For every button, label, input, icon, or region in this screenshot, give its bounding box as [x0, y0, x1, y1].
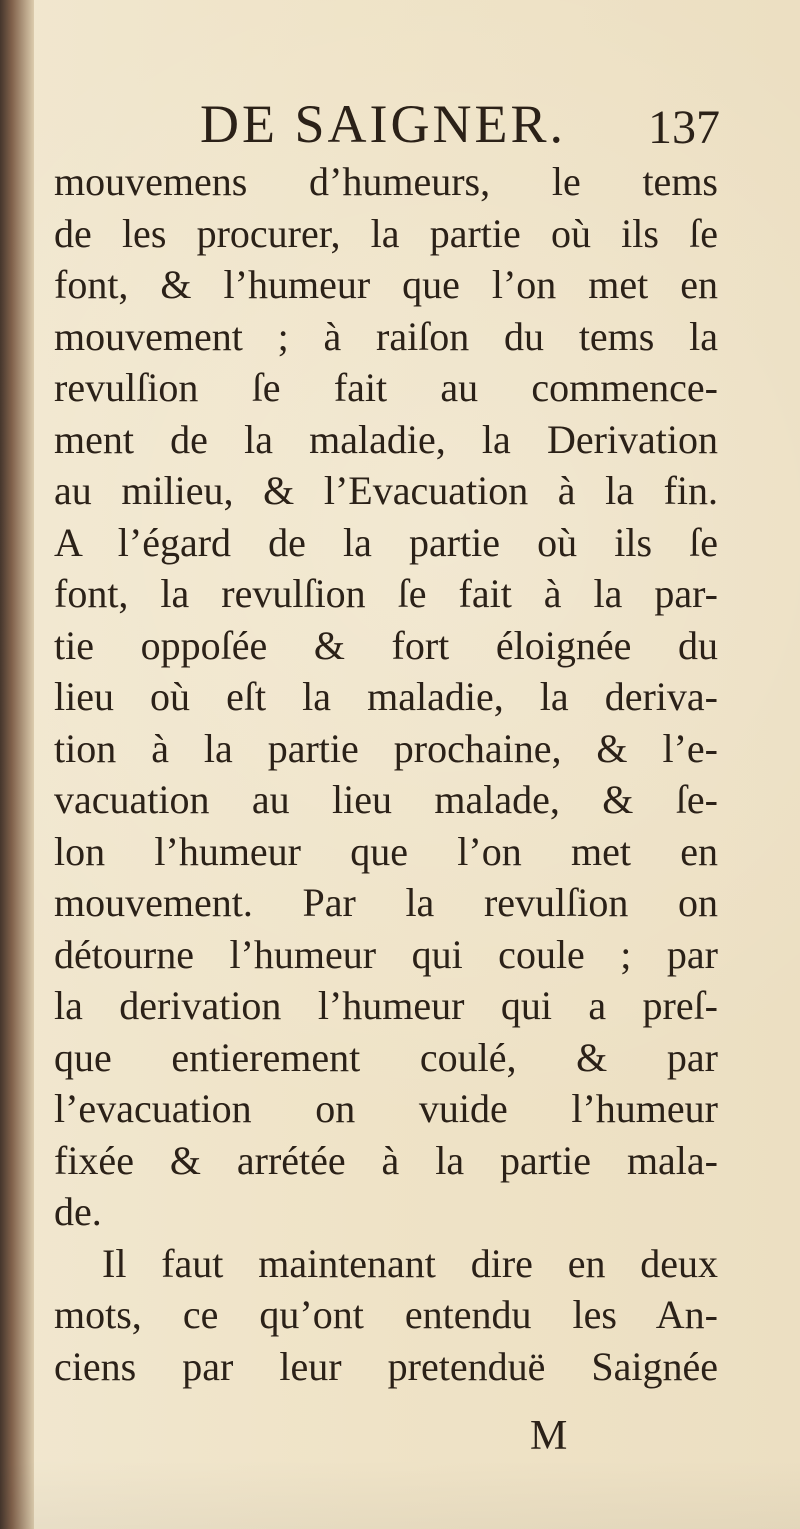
text-line-23: mots, ce qu’ont entendu les An- [54, 1292, 718, 1337]
text-line-2: de les procurer, la partie où ils ſe [54, 210, 718, 256]
text-line-22: Il faut maintenant dire en deux [102, 1240, 718, 1286]
signature-mark: M [530, 1413, 568, 1459]
text-line-15: mouvement. Par la revulſion on [54, 880, 718, 925]
text-line-6: ment de la maladie, la Derivation [54, 416, 718, 462]
text-line-16: détourne l’humeur qui coule ; par [54, 931, 718, 977]
text-line-8: A l’égard de la partie où ils ſe [54, 519, 718, 565]
text-line-13: vacuation au lieu malade, & ſe- [54, 777, 718, 822]
page-header [200, 94, 720, 154]
text-line-4: mouvement ; à raiſon du tems la [54, 313, 718, 359]
running-head: DE SAIGNER. [200, 94, 566, 154]
text-line-21: de. [54, 1189, 102, 1234]
page-shadow [0, 1459, 800, 1529]
text-line-24: ciens par leur pretenduë Saignée [54, 1343, 718, 1389]
text-line-18: que entierement coulé, & par [54, 1034, 718, 1080]
text-line-1: mouvemens d’humeurs, le tems [54, 159, 718, 204]
page-number: 137 [648, 101, 720, 154]
binding-edge [0, 0, 34, 1529]
text-line-12: tion à la partie prochaine, & l’e- [54, 725, 718, 771]
text-line-7: au milieu, & l’Evacuation à la fin. [54, 468, 718, 513]
text-line-19: l’evacuation on vuide l’humeur [54, 1086, 718, 1131]
text-line-5: revulſion ſe fait au commence- [54, 365, 718, 410]
text-line-11: lieu où eſt la maladie, la deriva- [54, 674, 718, 719]
text-line-10: tie oppoſée & fort éloignée du [54, 622, 718, 668]
text-line-20: fixée & arrétée à la partie mala- [54, 1137, 718, 1183]
text-line-17: la derivation l’humeur qui a preſ- [54, 983, 718, 1028]
body-text [54, 156, 718, 1392]
text-line-14: lon l’humeur que l’on met en [54, 828, 718, 874]
text-line-9: font, la revulſion ſe fait à la par- [54, 571, 718, 616]
text-line-3: font, & l’humeur que l’on met en [54, 262, 718, 307]
